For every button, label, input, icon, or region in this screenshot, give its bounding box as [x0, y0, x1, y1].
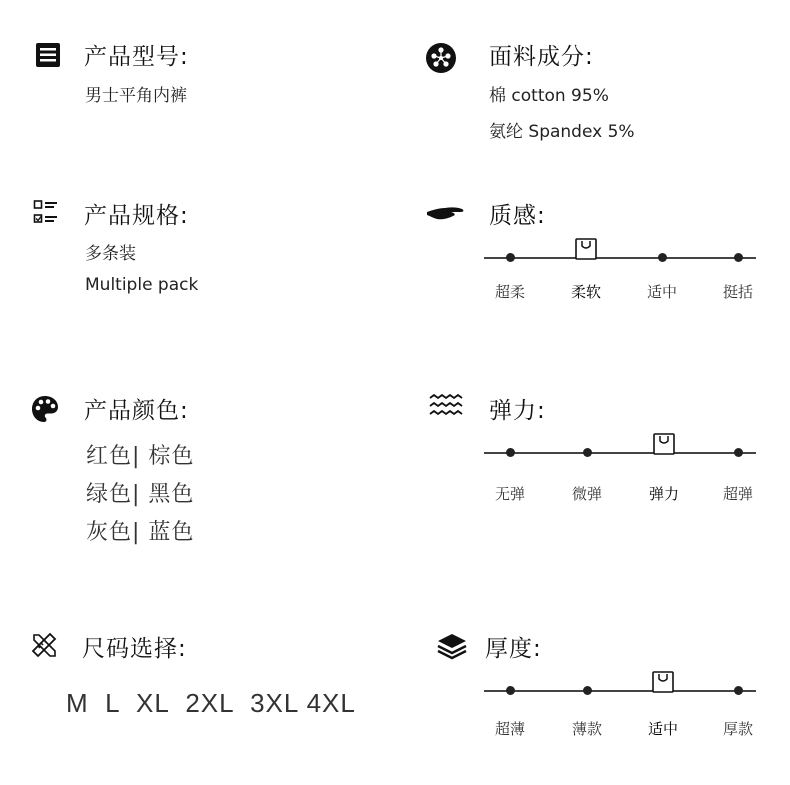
model-value: 男士平角内裤: [85, 86, 187, 106]
elastic-selected-bag-icon: [652, 432, 676, 456]
texture-dot-1: [506, 253, 515, 262]
thickness-scale-line: [484, 690, 756, 692]
texture-dot-4: [734, 253, 743, 262]
elastic-tick-4: 超弹: [722, 485, 754, 503]
elastic-dot-1: [506, 448, 515, 457]
checklist-icon: [33, 199, 59, 225]
texture-dot-3: [658, 253, 667, 262]
layers-icon: [436, 632, 468, 660]
thickness-dot-1: [506, 686, 515, 695]
texture-tick-3: 适中: [646, 283, 678, 301]
elastic-tick-2: 微弹: [571, 485, 603, 503]
thickness-title: 厚度:: [485, 636, 542, 662]
size-options: M L XL 2XL 3XL 4XL: [66, 688, 356, 718]
elastic-tick-3: 弹力: [648, 485, 680, 503]
thickness-tick-1: 超薄: [494, 720, 526, 738]
texture-title: 质感:: [489, 203, 546, 229]
thickness-scale: [484, 670, 756, 740]
size-title: 尺码选择:: [82, 636, 187, 662]
hand-icon: [425, 202, 465, 224]
elastic-scale: [484, 432, 756, 502]
fabric-line-2: 氨纶 Spandex 5%: [489, 122, 635, 142]
fabric-title: 面料成分:: [489, 44, 594, 70]
color-line-3: 灰色| 蓝色: [86, 520, 195, 545]
elastic-dot-2: [583, 448, 592, 457]
palette-icon: [30, 394, 60, 424]
elastic-tick-1: 无弹: [494, 485, 526, 503]
ruler-pencil-icon: [30, 631, 58, 659]
spec-title: 产品规格:: [84, 203, 189, 229]
texture-scale: [484, 237, 756, 307]
texture-tick-1: 超柔: [494, 283, 526, 301]
thickness-dot-2: [583, 686, 592, 695]
elastic-title: 弹力:: [489, 398, 546, 424]
thickness-tick-4: 厚款: [722, 720, 754, 738]
thickness-tick-2: 薄款: [571, 720, 603, 738]
elastic-dot-4: [734, 448, 743, 457]
texture-selected-bag-icon: [574, 237, 598, 261]
texture-tick-4: 挺括: [722, 283, 754, 301]
color-line-2: 绿色| 黑色: [86, 482, 195, 507]
fabric-line-1: 棉 cotton 95%: [489, 86, 609, 106]
thickness-dot-4: [734, 686, 743, 695]
elastic-scale-line: [484, 452, 756, 454]
spec-line-1: 多条装: [85, 244, 136, 264]
model-title: 产品型号:: [84, 44, 189, 70]
thickness-selected-bag-icon: [651, 670, 675, 694]
fabric-dots-icon: [425, 42, 457, 74]
texture-scale-line: [484, 257, 756, 259]
thickness-tick-3: 适中: [647, 720, 679, 738]
color-line-1: 红色| 棕色: [86, 444, 195, 469]
wave-icon: [428, 393, 464, 419]
color-title: 产品颜色:: [84, 398, 189, 424]
document-list-icon: [35, 42, 61, 68]
texture-tick-2: 柔软: [570, 283, 602, 301]
spec-line-2: Multiple pack: [85, 275, 199, 295]
